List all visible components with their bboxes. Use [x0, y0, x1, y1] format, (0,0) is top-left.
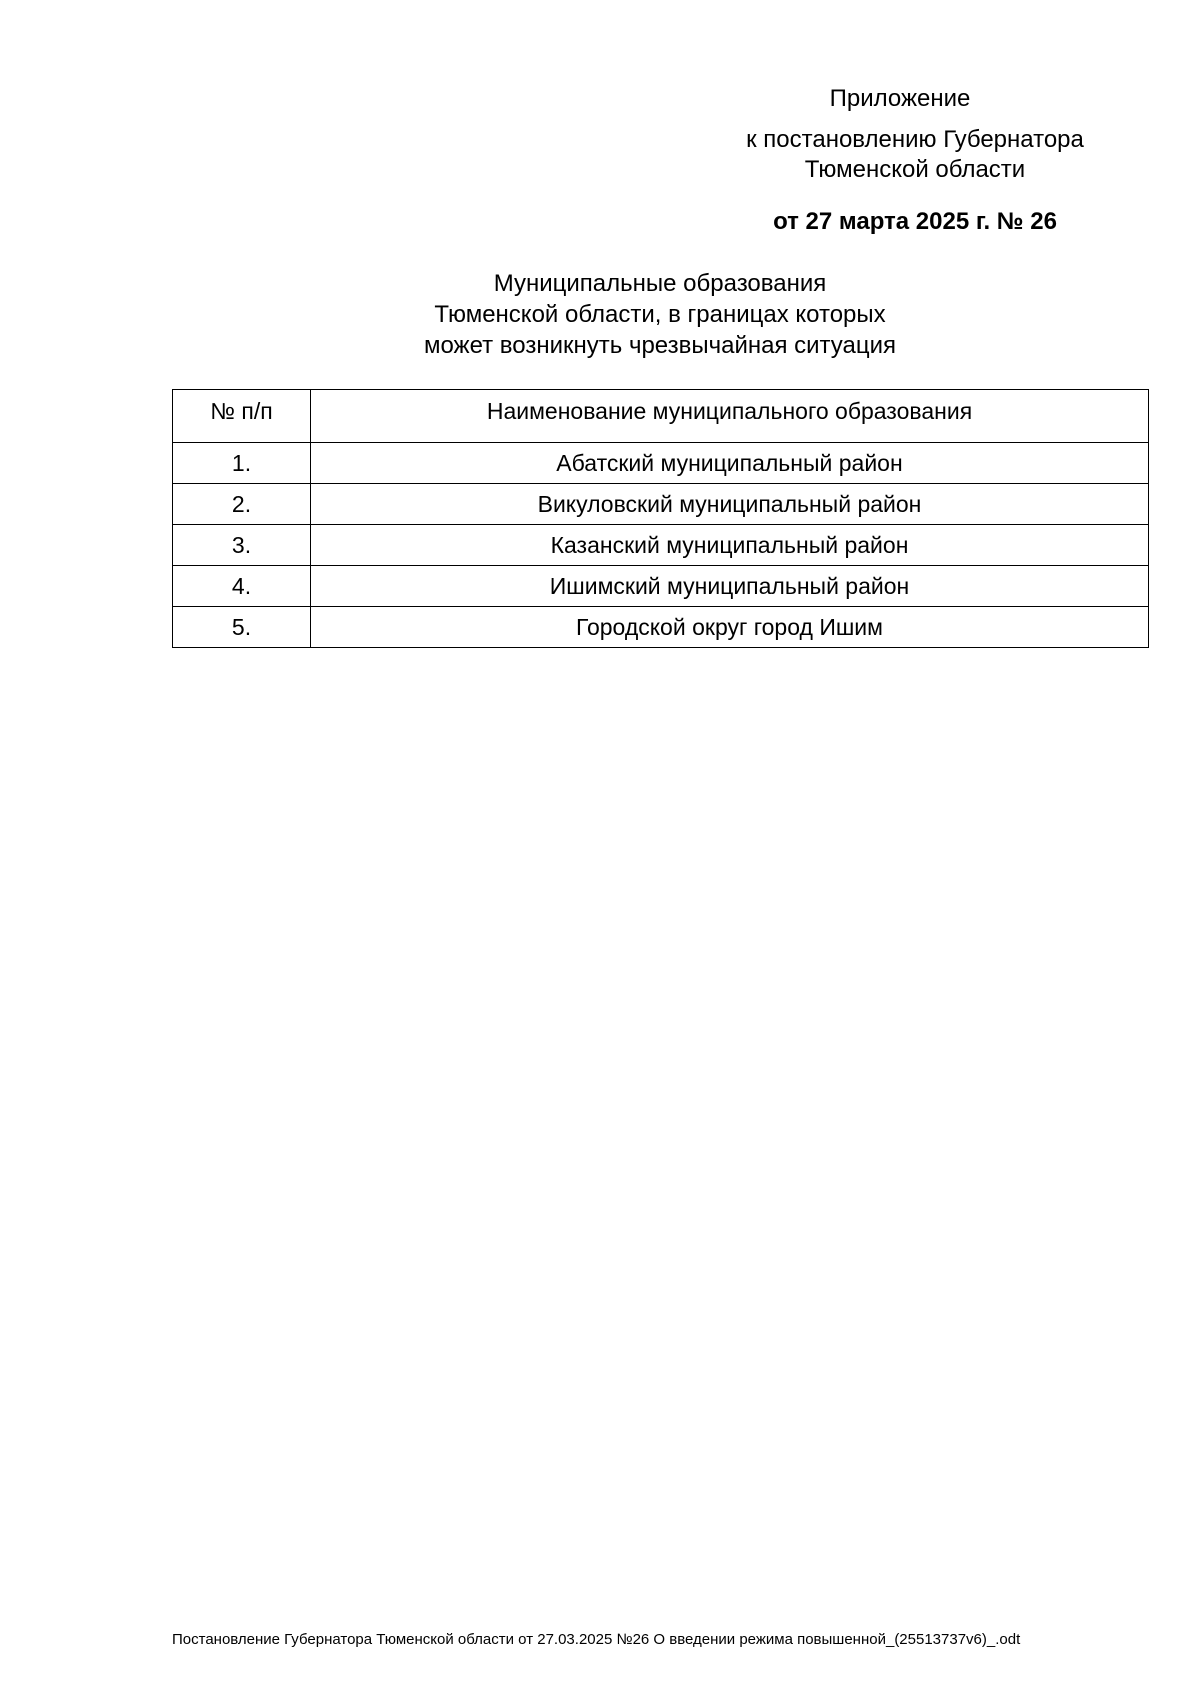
row-number: 5. [173, 607, 311, 648]
annex-date-number: от 27 марта 2025 г. № 26 [773, 208, 1057, 235]
table-row [173, 443, 1149, 484]
title-line-3: может возникнуть чрезвычайная ситуация [423, 332, 897, 359]
annex-region: Тюменской области [804, 156, 1026, 183]
municipalities-table [172, 389, 1149, 648]
annex-reference: к постановлению Губернатора [746, 126, 1084, 153]
table-header-row [173, 390, 1149, 443]
page-footer: Постановление Губернатора Тюменской области от 27.03.2025 №26 О введении режима повышенной_(25513737v6)_.odt [172, 1631, 1021, 1648]
table-row [173, 566, 1149, 607]
annex-block [700, 84, 1130, 237]
header-name: Наименование муниципального образования [311, 390, 1149, 443]
row-name: Ишимский муниципальный район [311, 566, 1149, 607]
row-number: 3. [173, 525, 311, 566]
title-line-2: Тюменской области, в границах которых [434, 301, 886, 328]
title-line-1: Муниципальные образования [493, 270, 827, 297]
row-number: 2. [173, 484, 311, 525]
table-row [173, 484, 1149, 525]
row-name: Викуловский муниципальный район [311, 484, 1149, 525]
header-number: № п/п [173, 390, 311, 443]
row-name: Городской округ город Ишим [311, 607, 1149, 648]
row-number: 4. [173, 566, 311, 607]
document-title [300, 268, 1020, 361]
row-name: Казанский муниципальный район [311, 525, 1149, 566]
row-name: Абатский муниципальный район [311, 443, 1149, 484]
table-row [173, 607, 1149, 648]
row-number: 1. [173, 443, 311, 484]
annex-label: Приложение [829, 85, 971, 112]
table-row [173, 525, 1149, 566]
